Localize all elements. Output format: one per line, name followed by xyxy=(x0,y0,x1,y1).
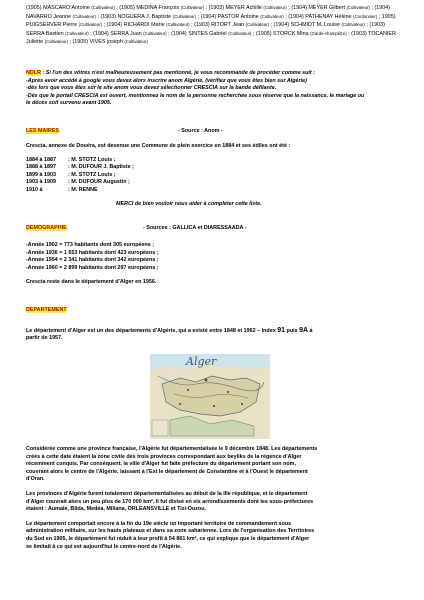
name-entry: (1904) SCHMIDT M. Louise xyxy=(273,22,340,29)
history-paragraph-2: Les provinces d'Algérie furent totalement départementalisées au début de la IIIe république, et le département d'Alger couvrait alors un peu plus de 170 000 km². Il fut divisé en six arrondissements dont les sous-préfectures étaient : Aumale, Blida, Medéa, Miliana, ORLEANSVILLE et Tizi-Ouzou. xyxy=(26,490,314,513)
name-entry: (1903) MEYER Achille xyxy=(208,5,262,11)
occupation-label: (Cultivateur) xyxy=(44,39,68,45)
maires-source: - Source : Anom - xyxy=(178,128,223,134)
maires-list xyxy=(26,157,400,195)
mayor-row: 1884 à 1887 : M. STOTZ Louis ; xyxy=(26,156,116,163)
ndlr-line: -Après avoir accédé à google vous devez alors inscrire anom Algérie, (vérifiez que vous êtes bien sur Algérie) xyxy=(26,77,307,84)
maires-intro: Crescia, annexe de Douéra, est devenue une Commune de plein exercice en 1884 et ses édiles ont été : xyxy=(26,143,291,149)
ndlr-line: : Si l'un des vôtres n'est malheureusement pas mentionné, je vous recommande de procéder comme suit : xyxy=(40,70,315,76)
name-entry: 1905) PUIGSERVER Pierre xyxy=(26,13,396,29)
occupation-label: (Cultivateur) xyxy=(78,22,103,28)
demographie-source: - Sources : GALLICA et DIARESSAADA - xyxy=(143,225,247,231)
ndlr-note xyxy=(26,70,400,108)
departement-map-image xyxy=(150,354,270,439)
maires-thanks: MERCI de bien vouloir nous aider à compléter cette liste. xyxy=(116,200,262,207)
separator: ; xyxy=(88,30,94,37)
demographie-section xyxy=(26,225,400,287)
name-entry: (1903) RITORT Jean xyxy=(194,22,245,29)
separator: ; xyxy=(369,5,375,11)
ndlr-line: -Dès que le portail CRESCIA est ouvert, mentionnez le nom de la personne recherchée sous réserve que la naissance, le mariage ou xyxy=(26,92,365,99)
occupation-label: (Cultivateur) xyxy=(124,39,148,45)
separator: ; xyxy=(114,5,120,11)
occupation-label: (Cultivateur) xyxy=(143,30,167,36)
departement-intro-cont: partir de 1957. xyxy=(26,335,63,342)
name-entry: (1903) TOCANIER Juliette xyxy=(26,30,396,46)
map-title: Alger xyxy=(186,355,217,368)
history-paragraph-1: Considérée comme une province française, l'Algérie fut départementalisée le 9 décembre 1848. Les départements créés à cette date étaient la zone civile des trois provinces correspondant aux beyliks de la régence d'Alger récemment conquis. Par conséquent, la ville d'Alger fut faite préfecture du département portant son nom, couvrant alors le centre de l'Algérie, laissant à l'Est le département de Constantine et à l'Ouest le département d'Oran. xyxy=(26,446,318,483)
separator: ; xyxy=(189,22,195,29)
separator: ; xyxy=(269,22,274,29)
separator: ; xyxy=(346,30,352,37)
separator: ; xyxy=(166,30,172,37)
separator: ; xyxy=(95,13,101,20)
name-entry: (1904) PATHENAY Hélène xyxy=(288,13,352,20)
population-row: -Année 1960 = 2 899 habitants dont 297 européens ; xyxy=(26,264,159,271)
index-91: 91 xyxy=(277,326,286,334)
separator: ; xyxy=(102,22,107,29)
separator: ; xyxy=(196,13,201,20)
occupation-label: (Cultivateur) xyxy=(180,5,205,10)
names-list xyxy=(26,4,400,47)
ndlr-line: -dès lors que vous êtes sur le site anom vous devez sélectionner CRESCIA sur la bande défilante. xyxy=(26,85,277,92)
occupation-label: (Cultivateur) xyxy=(91,5,115,10)
occupation-label: (Cultivateur) xyxy=(65,30,89,36)
ndlr-label: NDLR xyxy=(26,70,41,76)
name-entry: (1905) MEDINA François xyxy=(119,5,180,11)
maires-section xyxy=(26,128,400,208)
occupation-label: (Cultivateur) xyxy=(341,22,365,28)
departement-heading: DEPARTEMENT xyxy=(26,307,67,313)
occupation-label: (Cultivateur) xyxy=(346,5,370,10)
name-entry: (1904) MEYER Gilbert xyxy=(291,5,345,11)
separator: ; xyxy=(364,22,370,29)
occupation-label: (Cultivateur) xyxy=(172,13,197,19)
occupation-label: (Cultivateur) xyxy=(166,22,190,28)
name-entry: (1905) VIVES joseph xyxy=(72,39,123,46)
occupation-label: (Cultivateur) xyxy=(260,13,284,19)
history-paragraph-3: Le département comportait encore à la fin du 19e siècle un important territoire de commandement sous administration militaire, sur les hauts plateaux et dans sa zone saharienne. Lors de l'organisation des Territoires du Sud en 1905, le département fut réduit à leur profit à 54 861 km², ce qui explique que le département d'Alger se limitait à ce qui est aujourd'hui le centre-nord de l'Algérie. xyxy=(26,520,315,550)
name-entry: (1904) RICHARDI Marie xyxy=(106,22,165,29)
mayor-row: 1899 à 1903 : M. STOTZ Louis ; xyxy=(26,171,116,178)
population-row: -Année 1902 = 773 habitants dont 305 européens ; xyxy=(26,242,155,248)
name-entry: (1904) SERRA Juan xyxy=(93,30,142,37)
departement-history xyxy=(26,446,400,551)
population-row: -Année 1936 = 1 653 habitants dont 423 européens ; xyxy=(26,249,159,256)
demographie-note: Crescia reste dans le département d'Alger en 1956. xyxy=(26,279,157,286)
index-9a: 9A xyxy=(299,326,309,334)
name-entry: (1905) MASCARO Antoine xyxy=(26,5,90,11)
separator: ; xyxy=(251,30,256,37)
departement-section xyxy=(26,307,400,343)
ndlr-line: le décès soit survenu avant 1905. xyxy=(26,100,112,107)
separator: ; xyxy=(283,13,289,20)
names-paragraph xyxy=(26,5,396,45)
demographie-heading: DEMOGRAPHIE xyxy=(26,225,67,231)
maires-heading: LES MAIRES xyxy=(26,128,59,134)
population-list xyxy=(26,242,400,272)
separator: ; xyxy=(204,5,209,11)
separator: ; xyxy=(286,5,292,11)
mayor-row: 1910 à : M. RENNE xyxy=(26,186,98,193)
occupation-label: (Cordonnier) xyxy=(353,13,378,19)
mayor-row: 1903 à 1909 : M. DUFOUR Augustin ; xyxy=(26,179,130,186)
separator: ; xyxy=(68,39,73,46)
name-entry: (1904) PASTOR Antoine xyxy=(200,13,259,20)
name-entry: (1905) STORCK Mina xyxy=(255,30,309,37)
occupation-label: (Cultivateur) xyxy=(72,13,96,19)
name-entry: (1903) NOGUERA J. Baptiste xyxy=(100,13,172,20)
separator: ; xyxy=(377,13,382,20)
occupation-label: (Cultivateur) xyxy=(263,5,287,10)
name-entry: (1904) SINTES Gabriel xyxy=(171,30,227,37)
name-entry: (1903) SERRA Bastien xyxy=(26,22,385,37)
departement-intro: Le département d'Alger est un des départements d'Algérie, qui a existé entre 1848 et 1962 – Index 91 puis 9A à xyxy=(26,326,313,334)
name-entry: (1904) NAVARRO Jeanne xyxy=(26,5,390,20)
population-row: -Année 1954 = 2 341 habitants dont 342 européens ; xyxy=(26,257,159,264)
mayor-row: 1888 à 1897 : M. DUFOUR J. Baptiste ; xyxy=(26,164,134,171)
occupation-label: (Garde-champêtre) xyxy=(310,30,347,36)
occupation-label: (Cultivateur) xyxy=(245,22,270,28)
occupation-label: (Cultivateur) xyxy=(228,30,252,36)
